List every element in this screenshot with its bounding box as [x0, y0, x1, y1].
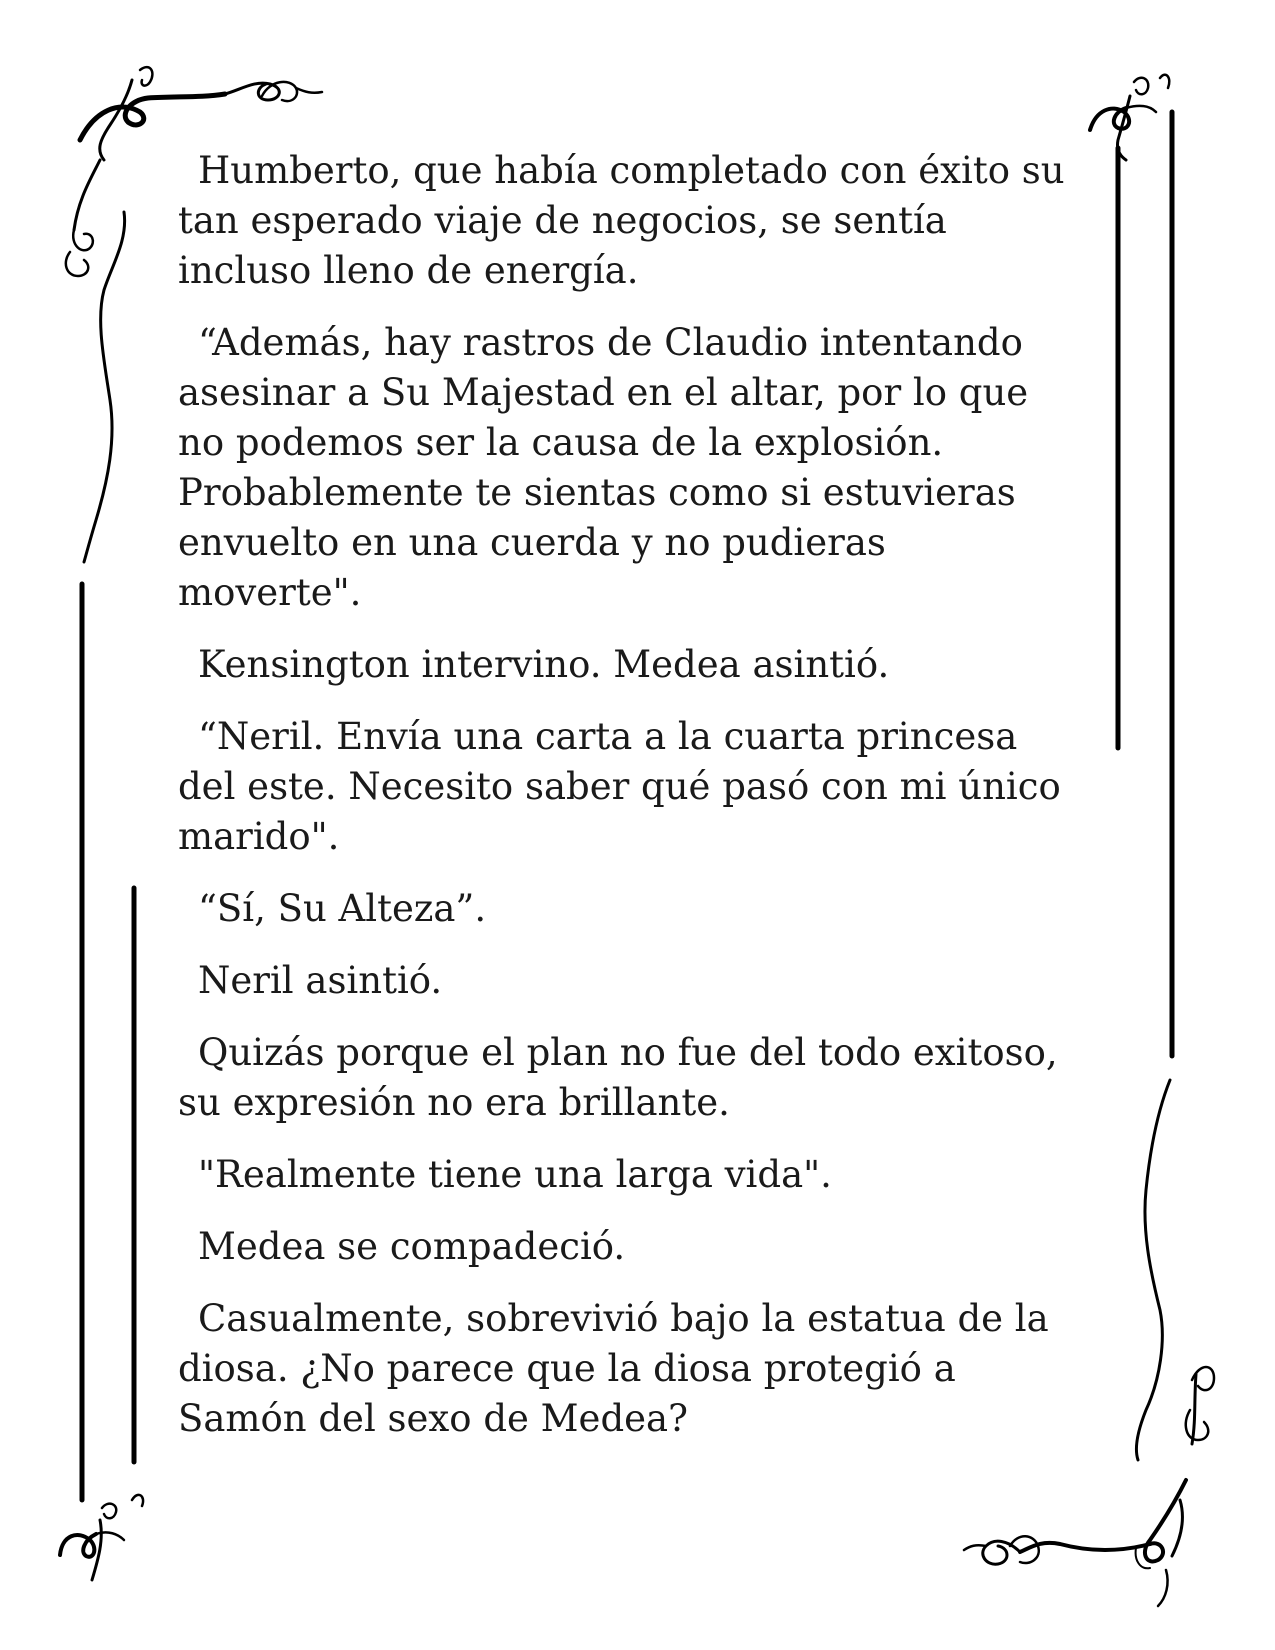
paragraph-3: Kensington intervino. Medea asintió.: [198, 643, 890, 686]
paragraph-2: “Además, hay rastros de Claudio intentando asesinar a Su Majestad en el altar, por lo que no podemos ser la causa de la explosión. Probablemente te sientas como si estuvieras envuelto en una cuerda y no pudieras moverte".: [178, 321, 1029, 614]
paragraph-7: Quizás porque el plan no fue del todo exitoso, su expresión no era brillante.: [178, 1031, 1058, 1124]
top-right-flourish-icon: [1090, 75, 1169, 160]
paragraph-8: "Realmente tiene una larga vida".: [198, 1153, 832, 1196]
paragraph-10: Casualmente, sobrevivió bajo la estatua de la diosa. ¿No parece que la diosa protegió a Samón del sexo de Medea?: [178, 1297, 1049, 1440]
paragraph-5: “Sí, Su Alteza”.: [198, 887, 487, 930]
bottom-left-flourish-icon: [60, 1495, 143, 1580]
paragraph-6: Neril asintió.: [198, 959, 443, 1002]
paragraph-1: Humberto, que había completado con éxito su tan esperado viaje de negocios, se sentía incluso lleno de energía.: [178, 149, 1065, 292]
paragraph-9: Medea se compadeció.: [198, 1225, 626, 1268]
paragraph-4: “Neril. Envía una carta a la cuarta princesa del este. Necesito saber qué pasó con mi único marido".: [178, 715, 1061, 858]
story-text: [178, 146, 1078, 1466]
